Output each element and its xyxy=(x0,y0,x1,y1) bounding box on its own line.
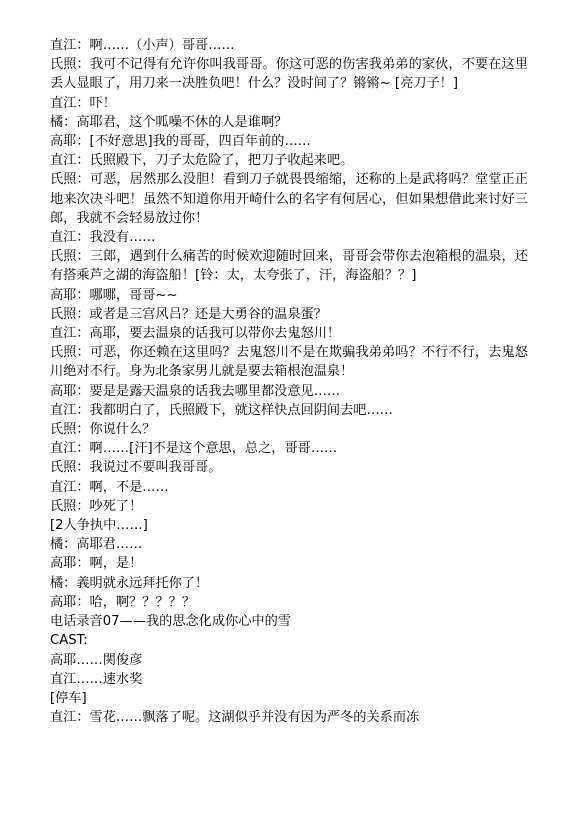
dialogue-line: 高耶：要是是露天温泉的话我去哪里都没意见…… xyxy=(50,383,341,399)
stage-direction: [停车] xyxy=(50,690,87,706)
cast-heading: CAST: xyxy=(50,633,88,649)
section-title: 电话录音07——我的思念化成你心中的雪 xyxy=(50,614,291,630)
dialogue-line: 高耶：哈，啊？？？？？ xyxy=(50,594,196,610)
document-page xyxy=(50,36,528,727)
dialogue-line: 直江：氏照殿下，刀子太危险了，把刀子收起来吧。 xyxy=(50,153,354,169)
dialogue-line: 直江：吓！ xyxy=(50,95,116,111)
dialogue-line: 橘：高耶君，这个呱噪不休的人是谁啊？ xyxy=(50,114,288,130)
cast-entry: 直江……速水奖 xyxy=(50,671,143,687)
dialogue-line: 氏照：或者是三宫风吕？还是大勇谷的温泉蛋？ xyxy=(50,306,327,322)
dialogue-line: 橘：高耶君…… xyxy=(50,537,143,553)
dialogue-line: 直江：雪花……飘落了呢。这湖似乎并没有因为严冬的关系而冻 xyxy=(50,710,420,726)
dialogue-line: 氏照：可恶，你还赖在这里吗？去鬼怒川不是在欺骗我弟弟吗？不行不行，去鬼怒川绝对不行。身为北条家男儿就是要去箱根泡温泉！ xyxy=(50,345,528,380)
dialogue-line: 橘：義明就永远拜托你了！ xyxy=(50,575,209,591)
dialogue-line: 氏照：吵死了！ xyxy=(50,498,143,514)
cast-entry: 高耶……関俊彦 xyxy=(50,652,143,668)
dialogue-line: 直江：高耶，要去温泉的话我可以带你去鬼怒川！ xyxy=(50,326,341,342)
dialogue-line: 高耶：[不好意思]我的哥哥，四百年前的…… xyxy=(50,134,311,150)
dialogue-line: 氏照：三郎，遇到什么痛苦的时候欢迎随时回来，哥哥会带你去泡箱根的温泉，还有搭乘芦之湖的海盗船！[铃：太，太夸张了，汗，海盗船？？] xyxy=(50,249,528,284)
dialogue-line: 直江：我都明白了，氏照殿下，就这样快点回阴间去吧…… xyxy=(50,402,393,418)
stage-direction: [2人争执中……] xyxy=(50,518,148,534)
dialogue-line: 氏照：我可不记得有允许你叫我哥哥。你这可恶的伤害我弟弟的家伙，不要在这里丢人显眼了，用刀来一决胜负吧！什么？没时间了？锵锵~ [亮刀子！] xyxy=(50,57,528,92)
dialogue-line: 氏照：你说什么？ xyxy=(50,422,156,438)
dialogue-line: 直江：啊……[汗]不是这个意思，总之，哥哥…… xyxy=(50,441,338,457)
dialogue-line: 直江：啊……（小声）哥哥…… xyxy=(50,38,235,53)
dialogue-line: 直江：啊，不是…… xyxy=(50,479,169,495)
dialogue-line: 高耶：哪哪，哥哥~~ xyxy=(50,287,178,303)
dialogue-line: 氏照：我说过不要叫我哥哥。 xyxy=(50,460,222,476)
dialogue-line: 高耶：啊，是！ xyxy=(50,556,143,572)
dialogue-line: 氏照：可恶，居然那么没胆！看到刀子就畏畏缩缩，还称的上是武将吗？堂堂正正地来次决斗吧！虽然不知道你用开崎什么的名字有何居心，但如果想借此来讨好三郎，我就不会轻易放过你！ xyxy=(50,172,528,226)
dialogue-line: 直江：我没有…… xyxy=(50,230,156,246)
